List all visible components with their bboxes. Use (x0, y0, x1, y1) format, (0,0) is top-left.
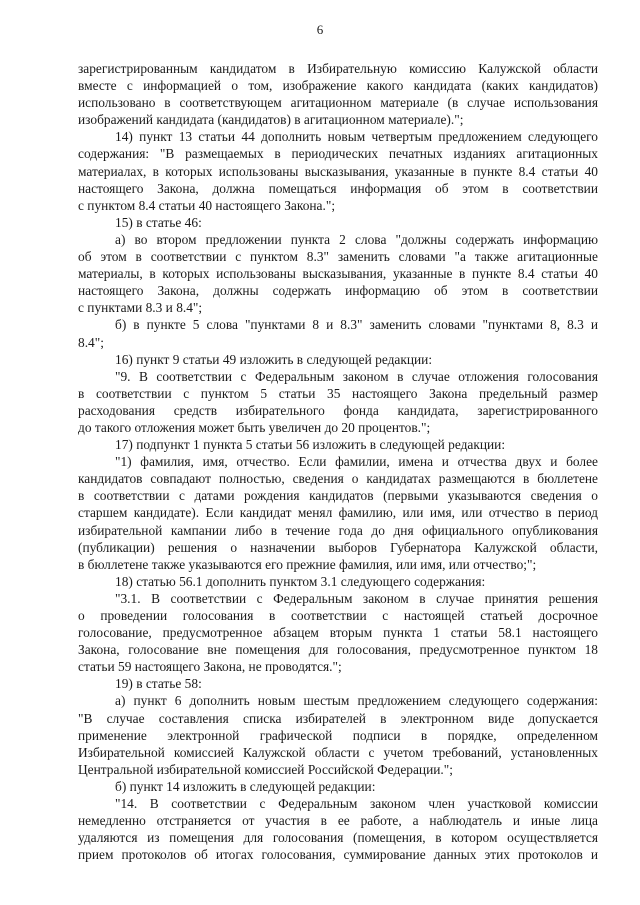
text-line: а) во втором предложении пункта 2 слова "должны содержать информацию (115, 231, 598, 247)
text-line: 19) в статье 58: (115, 676, 202, 692)
text-line: избирательной кампании либо в течение года до дня официального опубликования (78, 522, 598, 538)
text-line: об этом в соответствии с пунктом 8.3" заменить словами "а также агитационные (78, 249, 598, 265)
page-number: 6 (316, 22, 324, 37)
text-line: Закона, голосование вне помещения для голосования, предусмотренное пунктом 18 (78, 642, 598, 658)
text-line: удаляются из помещения для голосования (помещения, в котором осуществляется (78, 830, 598, 846)
text-line: "В случае составления списка избирателей в электронном виде допускается (78, 710, 598, 726)
text-line: "9. В соответствии с Федеральным законом в случае отложения голосования (115, 368, 598, 384)
text-line: настоящего Закона, должны содержать информацию об этом в соответствии (78, 283, 598, 299)
text-line: расходования средств избирательного фонда кандидата, зарегистрированного (78, 402, 598, 418)
text-line: 14) пункт 13 статьи 44 дополнить новым четвертым предложением следующего (115, 129, 598, 145)
text-line: кандидатов совпадают полностью, сведения о кандидатах размещаются в бюллетене (78, 471, 598, 487)
text-line: изображений кандидата (кандидатов) в агитационном материале)."; (78, 112, 464, 128)
text-line: с пунктом 8.4 статьи 40 настоящего Закона."; (78, 197, 336, 213)
text-line: статьи 59 настоящего Закона, не проводятся."; (78, 659, 342, 675)
text-line: настоящего Закона, должна помещаться информация об этом в соответствии (78, 180, 598, 196)
text-line: материалы, в которых использованы высказывания, указанные в пункте 8.4 статьи 40 (78, 266, 598, 282)
text-line: использовано в соответствующем агитационном материале (в случае использования (78, 95, 598, 111)
text-line: в бюллетене также указываются его прежние фамилия, или имя, или отчество;"; (78, 556, 537, 572)
text-line: в соответствии с пунктом 5 статьи 35 настоящего Закона предельный размер (78, 385, 598, 401)
document-body (78, 60, 598, 863)
text-line: вместе с информацией о том, изображение какого кандидата (каких кандидатов) (78, 78, 598, 94)
text-line: старшем кандидате). Если кандидат менял фамилию, или имя, или отчество в период (78, 505, 598, 521)
text-line: а) пункт 6 дополнить новым шестым предложением следующего содержания: (115, 693, 598, 709)
text-line: прием протоколов об итогах голосования, суммирование данных этих протоколов и (78, 847, 598, 863)
text-line: голосование, предусмотренное абзацем вторым пункта 1 статьи 58.1 настоящего (78, 625, 598, 641)
text-line: б) пункт 14 изложить в следующей редакции: (115, 778, 376, 794)
text-line: 15) в статье 46: (115, 214, 202, 230)
text-line: 17) подпункт 1 пункта 5 статьи 56 изложить в следующей редакции: (115, 437, 506, 453)
text-line: применение электронной графической подписи в порядке, определенном (78, 727, 598, 743)
text-line: до такого отложения может быть увеличен до 20 процентов."; (78, 419, 431, 435)
text-line: с пунктами 8.3 и 8.4"; (78, 300, 203, 316)
text-line: 18) статью 56.1 дополнить пунктом 3.1 следующего содержания: (115, 573, 486, 589)
text-line: (публикации) решения о назначении выборов Губернатора Калужской области, (78, 539, 598, 555)
text-line: 8.4"; (78, 334, 104, 350)
text-line: б) в пункте 5 слова "пунктами 8 и 8.3" заменить словами "пунктами 8, 8.3 и (115, 317, 598, 333)
text-line: Центральной избирательной комиссией Российской Федерации."; (78, 761, 453, 777)
text-line: Избирательной комиссией Калужской области с учетом требований, установленных (78, 744, 598, 760)
text-line: "14. В соответствии с Федеральным законом член участковой комиссии (115, 796, 598, 812)
text-line: "3.1. В соответствии с Федеральным законом в случае принятия решения (115, 590, 598, 606)
text-line: о проведении голосования в соответствии с настоящей статьей досрочное (78, 608, 598, 623)
text-line: в соответствии с датами рождения кандидатов (первыми указываются сведения о (78, 488, 598, 504)
text-line: "1) фамилия, имя, отчество. Если фамилии, имена и отчества двух и более (115, 454, 598, 470)
text-line: немедленно отстраняется от участия в ее работе, а наблюдатель и иные лица (78, 813, 598, 829)
text-line: материалах, в которых использованы высказывания, указанные в пункте 8.4 статьи 40 (78, 163, 598, 179)
text-line: зарегистрированным кандидатом в Избирательную комиссию Калужской области (78, 61, 598, 76)
text-line: содержания: "В размещаемых в периодических печатных изданиях агитационных (78, 146, 598, 162)
text-line: 16) пункт 9 статьи 49 изложить в следующей редакции: (115, 351, 433, 367)
